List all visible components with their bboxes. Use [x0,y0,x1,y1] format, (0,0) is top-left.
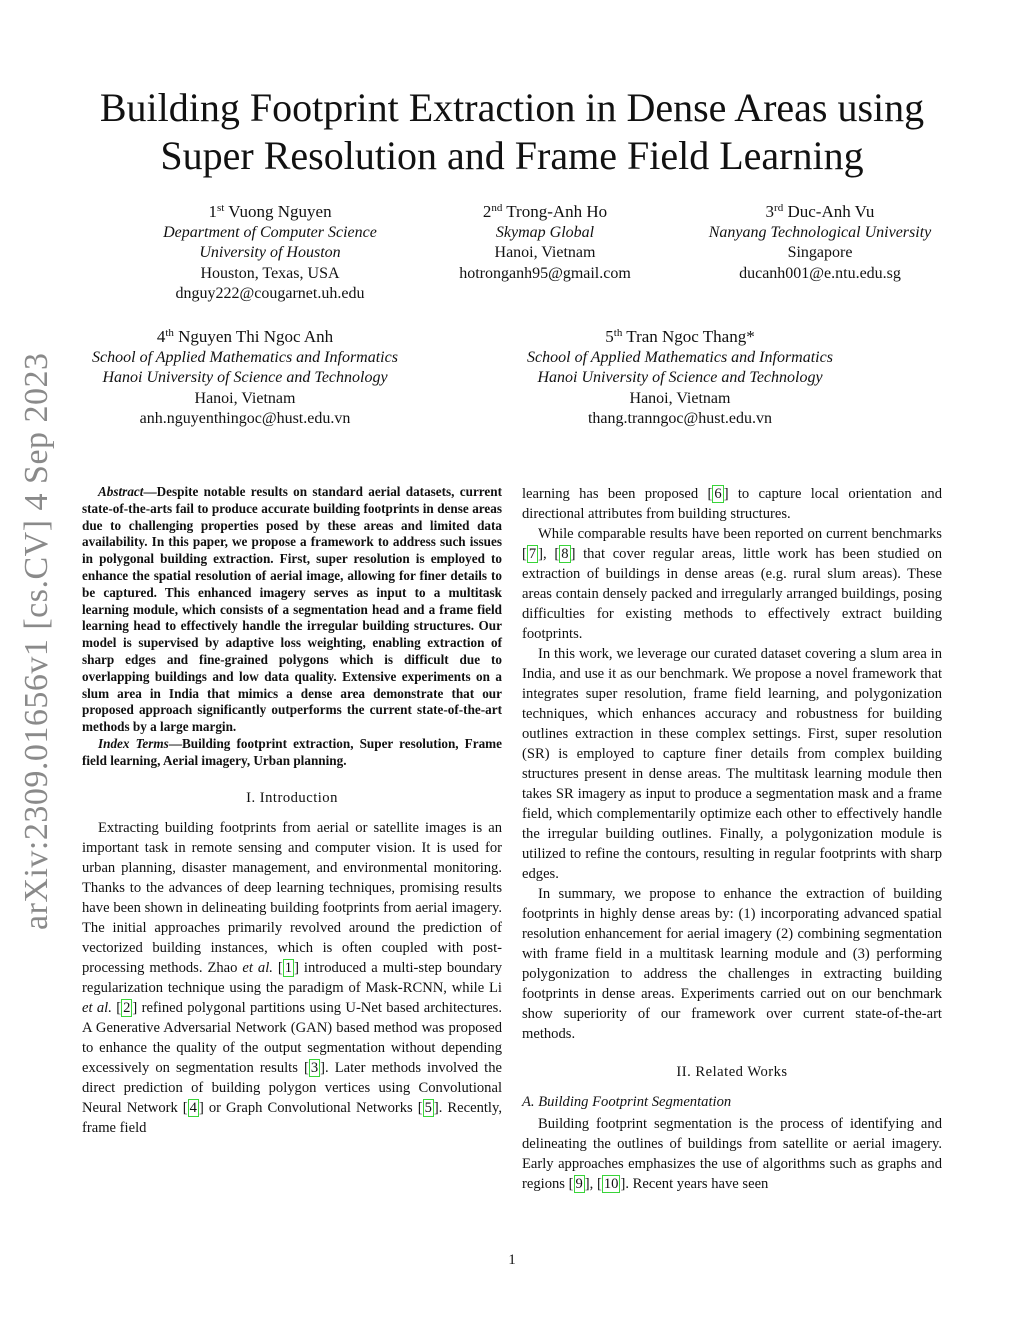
author-email: dnguy222@cougarnet.uh.edu [175,285,365,302]
abstract [82,484,502,736]
citation-link[interactable]: 8 [561,546,569,562]
paper-title [60,84,964,180]
author-email: anh.nguyenthingoc@hust.edu.vn [139,410,351,427]
author-name: 1st Vuong Nguyen [208,202,332,221]
intro-paragraph-1: Extracting building footprints from aerial or satellite images is an important task in remote sensing and computer vision. It is used for urban planning, disaster management, and environmental monitoring. Thanks to the advances of deep learning techniques, promising results have been shown in delineating building footprints from aerial imagery. The initial approaches primarily revolved around the prediction of vectorized building instances, which is often coupled with post-processing methods. Zhao et al. [ 1 ] introduced a multi-step boundary regularization technique using the paradigm of Mask-RCNN, while Li et al. [ 2 ] refined polygonal partitions using U-Net based architectures. A Generative Adversarial Network (GAN) based method was proposed to enhance the quality of the output segmentation without depending excessively on segmentation results [ 3 ]. Later methods involved the direct prediction of building polygon vertices using Convolutional Neural Network [ 4 ] or Graph Convolutional Networks [ 5 ]. Recently, frame field [82,819,503,1136]
intro-paragraph-4: In summary, we propose to enhance the extraction of building footprints in highly dense areas by: (1) incorporating advanced spatial resolution enhancement for aerial imagery (2) combining segmentation with frame field in a multitask learning module and (3) performing polygonization to address the challenges in extracting building footprints in dense areas. Experiments carried out on our benchmark show superiority of our framework over current state-of-the-art methods. [522,886,942,1042]
author-org: Skymap Global [495,223,595,241]
author-org: Nanyang Technological University [708,223,932,241]
citation-link[interactable]: 6 [714,486,722,502]
subsection-heading: A. Building Footprint Segmentation [522,1094,732,1110]
abstract-text: —Despite notable results on standard aerial datasets, current state-of-the-arts fail to produce accurate building footprints in dense areas due to challenging properties posed by these areas and limited data availability. In this paper, we propose a framework to address such issues in polygonal building extraction. First, super resolution is employed to enhance the spatial resolution of aerial image, allowing for finer details to be captured. This enhanced imagery serves as input to a multitask learning module, which consists of a segmentation head and a frame field learning head to effectively handle the irregular building structures. Our model is supervised by adaptive loss weighting, enabling extraction of sharp edges and fine-grained polygons which is difficult due to overlapping buildings and low data quality. Extensive experiments on a slum area in India that mimics a dense area demonstrate that our proposed approach significantly outperforms the current state-of-the-art methods by a large margin. [82,484,502,735]
page-number: 1 [508,1252,516,1268]
author-name: 2nd Trong-Anh Ho [482,202,608,221]
author-location: Houston, Texas, USA [200,264,340,282]
author-email: ducanh001@e.ntu.edu.sg [739,264,901,282]
left-column [82,484,502,1138]
author-org: Hanoi University of Science and Technology [102,369,388,386]
author-dept: Department of Computer Science [163,223,377,241]
intro-paragraph-1-continued: learning has been proposed [ 6 ] to capture local orientation and directional attributes from building structures. [522,486,942,522]
index-terms-label: Index Terms [98,735,169,751]
section-heading-introduction: I. Introduction [246,789,338,806]
citation-link[interactable]: 9 [575,1176,583,1192]
author-dept: School of Applied Mathematics and Informatics [92,348,398,366]
intro-paragraph-2: While comparable results have been reported on current benchmarks [ 7 ], [ 8 ] that cover regular areas, little work has been studied on extraction of buildings in dense areas (e.g. rural slum areas). These areas contain densely packed and irregularly arranged buildings, posing difficulties for existing methods to effectively extract building footprints. [522,526,943,642]
citation-link[interactable]: 4 [189,1099,197,1116]
author-5 [500,327,860,430]
right-column [522,484,942,1194]
citation-link[interactable]: 3 [310,1059,319,1076]
citation-link[interactable]: 1 [284,959,293,976]
citation-link[interactable]: 7 [528,546,537,562]
author-name: 4th Nguyen Thi Ngoc Anh [156,327,334,346]
author-email: thang.tranngoc@hust.edu.vn [587,410,773,427]
intro-paragraph-3: In this work, we leverage our curated dataset covering a slum area in India, and use it as our benchmark. We propose a novel framework that integrates super resolution, frame field learning, and polygonization techniques, which enhances accuracy and robustness for building outlines extraction in these complex settings. First, super resolution (SR) is employed to capture finer details from complex building structures present in dense areas. The multitask learning module then takes SR imagery as input to produce a segmentation mask and a frame field, which complementarily optimize each other to effectively handle the irregular building outlines. Finally, a polygonization module is utilized to refine the contours, resulting in regular footprints with sharp edges. [522,646,942,882]
abstract-label: Abstract [98,484,144,499]
author-name: 5th Tran Ngoc Thang* [605,327,755,346]
author-2 [430,202,660,284]
author-3 [680,202,960,284]
author-location: Hanoi, Vietnam [629,389,731,407]
related-paragraph-1: Building footprint segmentation is the process of identifying and delineating the outlines of buildings from satellite or aerial imagery. Early approaches emphasizes the use of algorithms such as graphs and regions [ 9 ], [ 10 ]. Recent years have seen [522,1116,942,1192]
citation-link[interactable]: 10 [603,1176,619,1192]
author-4 [70,327,420,430]
index-terms-text: —Building footprint extraction, Super resolution, Frame field learning, Aerial imagery, Urban planning. [82,735,502,768]
author-org: Hanoi University of Science and Technology [537,369,823,386]
citation-link[interactable]: 5 [424,1099,432,1116]
author-location: Hanoi, Vietnam [494,244,596,261]
author-location: Singapore [787,244,853,261]
index-terms [82,736,502,770]
arxiv-stamp: arXiv:2309.01656v1 [cs.CV] 4 Sep 2023 [18,352,55,930]
author-email: hotronganh95@gmail.com [459,264,631,282]
title-line-1: Building Footprint Extraction in Dense Areas using [99,85,925,130]
author-location: Hanoi, Vietnam [194,389,296,407]
citation-link[interactable]: 2 [123,999,131,1016]
section-heading-related-works: II. Related Works [676,1064,788,1080]
author-name: 3rd Duc-Anh Vu [765,202,875,221]
author-1 [140,202,400,305]
title-line-2: Super Resolution and Frame Field Learning [160,133,864,178]
author-dept: School of Applied Mathematics and Informatics [527,348,833,366]
author-org: University of Houston [199,244,341,261]
